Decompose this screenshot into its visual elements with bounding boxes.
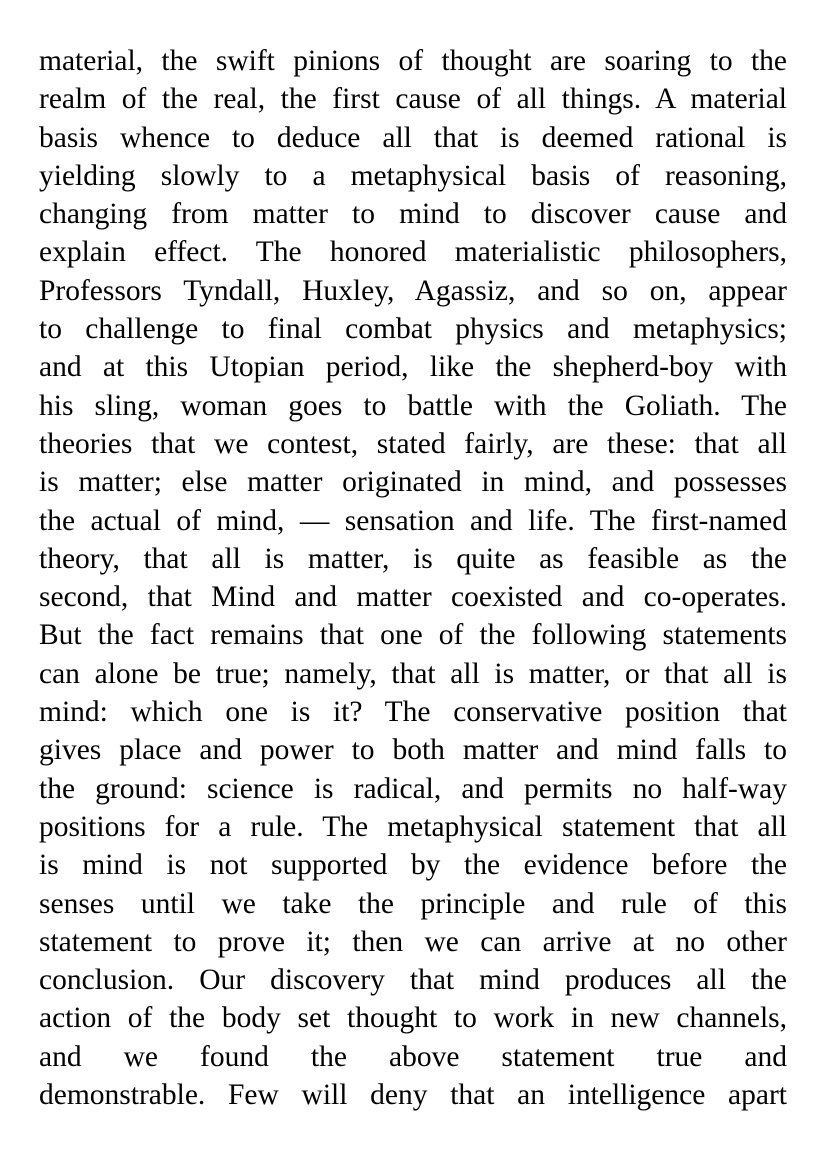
text-line-5: changing from matter to mind to discover cause and bbox=[39, 198, 787, 231]
text-line-13: the actual of mind, — sensation and life. The first-named bbox=[39, 504, 787, 537]
text-line-12: is matter; else matter originated in mind, and possesses bbox=[39, 466, 787, 499]
text-line-7: Professors Tyndall, Huxley, Agassiz, and so on, appear bbox=[39, 274, 787, 307]
text-line-18: mind: which one is it? The conservative position that bbox=[39, 696, 787, 729]
text-line-27: and we found the above statement true and bbox=[39, 1040, 787, 1073]
text-line-22: is mind is not supported by the evidence before the bbox=[39, 849, 787, 882]
text-line-1: material, the swift pinions of thought are soaring to the bbox=[39, 45, 787, 77]
text-line-3: basis whence to deduce all that is deemed rational is bbox=[39, 121, 787, 154]
text-line-26: action of the body set thought to work in new channels, bbox=[39, 1002, 787, 1035]
text-line-16: But the fact remains that one of the following statements bbox=[39, 619, 787, 652]
text-line-24: statement to prove it; then we can arrive at no other bbox=[39, 925, 787, 958]
body-text bbox=[39, 42, 787, 1114]
text-line-10: his sling, woman goes to battle with the Goliath. The bbox=[39, 389, 787, 422]
text-line-2: realm of the real, the first cause of all things. A material bbox=[39, 83, 787, 116]
text-line-25: conclusion. Our discovery that mind produces all the bbox=[39, 964, 787, 997]
text-line-9: and at this Utopian period, like the shepherd-boy with bbox=[39, 351, 787, 384]
text-line-15: second, that Mind and matter coexisted and co-operates. bbox=[39, 581, 787, 614]
text-line-6: explain effect. The honored materialistic philosophers, bbox=[39, 236, 787, 269]
text-line-20: the ground: science is radical, and permits no half-way bbox=[39, 772, 787, 805]
text-line-21: positions for a rule. The metaphysical statement that all bbox=[39, 810, 787, 843]
text-line-4: yielding slowly to a metaphysical basis of reasoning, bbox=[39, 159, 787, 192]
text-line-23: senses until we take the principle and rule of this bbox=[39, 887, 787, 920]
text-line-8: to challenge to final combat physics and metaphysics; bbox=[39, 313, 787, 346]
text-line-19: gives place and power to both matter and mind falls to bbox=[39, 734, 787, 767]
text-line-11: theories that we contest, stated fairly, are these: that all bbox=[39, 427, 787, 460]
text-line-14: theory, that all is matter, is quite as feasible as the bbox=[39, 542, 787, 575]
text-line-17: can alone be true; namely, that all is matter, or that all is bbox=[39, 657, 787, 690]
text-line-28: demonstrable. Few will deny that an intelligence apart bbox=[39, 1079, 787, 1112]
